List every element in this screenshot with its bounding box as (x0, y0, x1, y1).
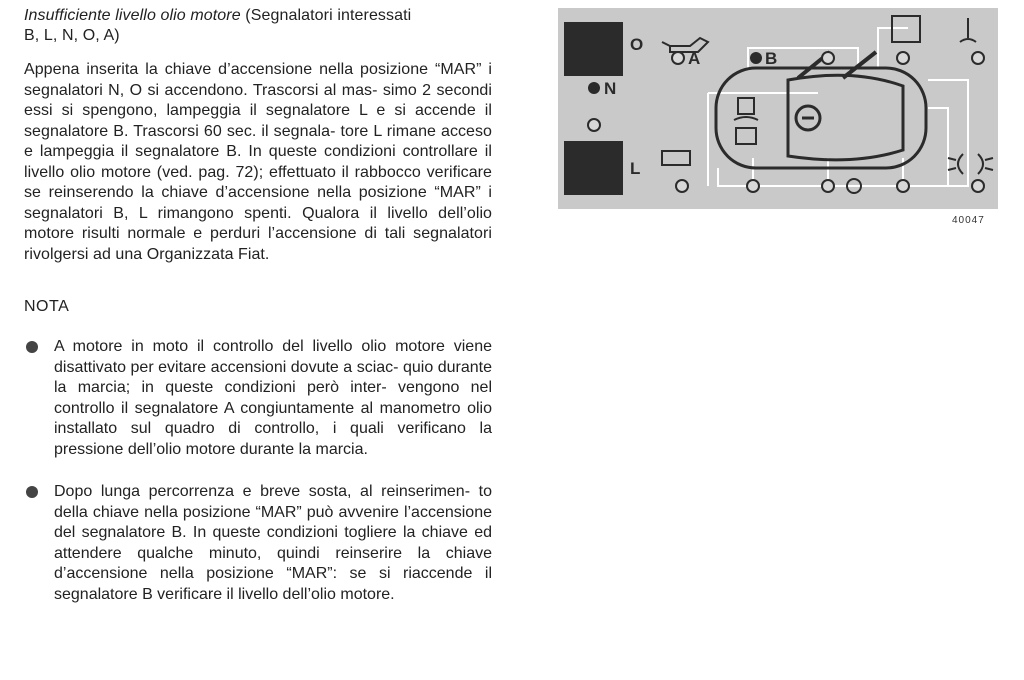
main-paragraph (24, 60, 492, 265)
nota-label: NOTA (24, 298, 70, 315)
bullet-dot-icon (26, 486, 38, 498)
paragraph-line: queste condizioni controllare il livello olio motore (ved. (24, 143, 492, 181)
bullet-line: Dopo lunga percorrenza e breve sosta, al reinserimen- (54, 483, 471, 500)
label-o: O (630, 35, 644, 54)
paragraph-line: risulti normale e perduri l’accensione di tali segnalatori (81, 225, 492, 242)
indicator-light (897, 180, 909, 192)
paragraph-line: simo 2 secondi essi si spengono, lampeggia il segnalatore (24, 81, 492, 119)
warning-lights-diagram (558, 8, 998, 209)
bullet-line: reinserire la chiave d’accensione nella posizione (54, 544, 493, 582)
bullet-dot-icon (26, 341, 38, 353)
indicator-light (822, 180, 834, 192)
heading-line-2: B, L, N, O, A) (24, 27, 120, 44)
indicator-light (897, 52, 909, 64)
indicator-light (588, 119, 600, 131)
bullet-item (24, 337, 492, 460)
paragraph-line: L e si accende il segnalatore B. Trascorsi 60 sec. il segnala- (24, 102, 492, 140)
bullet-line: to della chiave nella posizione “MAR” può avvenire (54, 483, 492, 521)
paragraph-line: B, L rimangono spenti. Qualora il livello dell’olio motore (24, 204, 493, 242)
paragraph-line: rivolgersi ad una Organizzata Fiat. (24, 245, 270, 263)
indicator-light (672, 52, 684, 64)
heading-rest: (Segnalatori interessati (240, 7, 412, 24)
paragraph-line: pag. 72); effettuato il rabbocco verificare se reinserendo la (24, 163, 493, 201)
bullet-line: quali verificano la pressione dell’olio motore durante la (54, 420, 493, 458)
paragraph-line: “MAR” i segnalatori N, O si accendono. Trascorsi al mas- (24, 61, 493, 99)
indicator-light-n-filled (588, 82, 600, 94)
bullet-line: vengono nel controllo il segnalatore A congiuntamente (54, 379, 493, 417)
bullet-line: l’accensione del segnalatore B. In queste condizioni (54, 503, 492, 541)
section-heading (24, 6, 492, 26)
bullet-line: togliere la chiave ed attendere qualche minuto, quindi (54, 524, 492, 562)
label-a: A (688, 49, 701, 68)
figure-code: 40047 (952, 215, 985, 226)
indicator-block-o (564, 22, 623, 76)
label-l: L (630, 159, 641, 178)
indicator-light-b-filled (750, 52, 762, 64)
bullet-line: marcia. (315, 440, 368, 458)
bullet-line: al manometro olio installato sul quadro di controllo, i (54, 399, 493, 437)
bullet-item (24, 482, 492, 605)
text-column (24, 6, 492, 605)
bullet-line: livello dell’olio motore. (238, 585, 395, 603)
indicator-light (676, 180, 688, 192)
indicator-light (972, 180, 984, 192)
paragraph-line: Appena inserita la chiave d’accensione nella posizione (24, 61, 429, 78)
indicator-light (747, 180, 759, 192)
heading-italic: Insufficiente livello olio motore (24, 7, 241, 24)
bullet-line: “MAR”: se si riaccende il segnalatore B verificare il (54, 565, 493, 603)
bullet-line: A motore in moto il controllo del livello olio motore (54, 338, 445, 355)
bullet-line: quio durante la marcia; in queste condizioni però inter- (54, 358, 492, 396)
indicator-block-l (564, 141, 623, 195)
indicator-light (972, 52, 984, 64)
indicator-light (822, 52, 834, 64)
label-n: N (604, 79, 617, 98)
paragraph-line: chiave d’accensione nella posizione “MAR” i segnalatori (24, 184, 493, 222)
paragraph-line: tore L rimane acceso e lampeggia il segnalatore B. In (24, 122, 493, 160)
bullet-line: viene disattivato per evitare accensioni dovute a sciac- (54, 338, 492, 376)
label-b: B (765, 49, 778, 68)
